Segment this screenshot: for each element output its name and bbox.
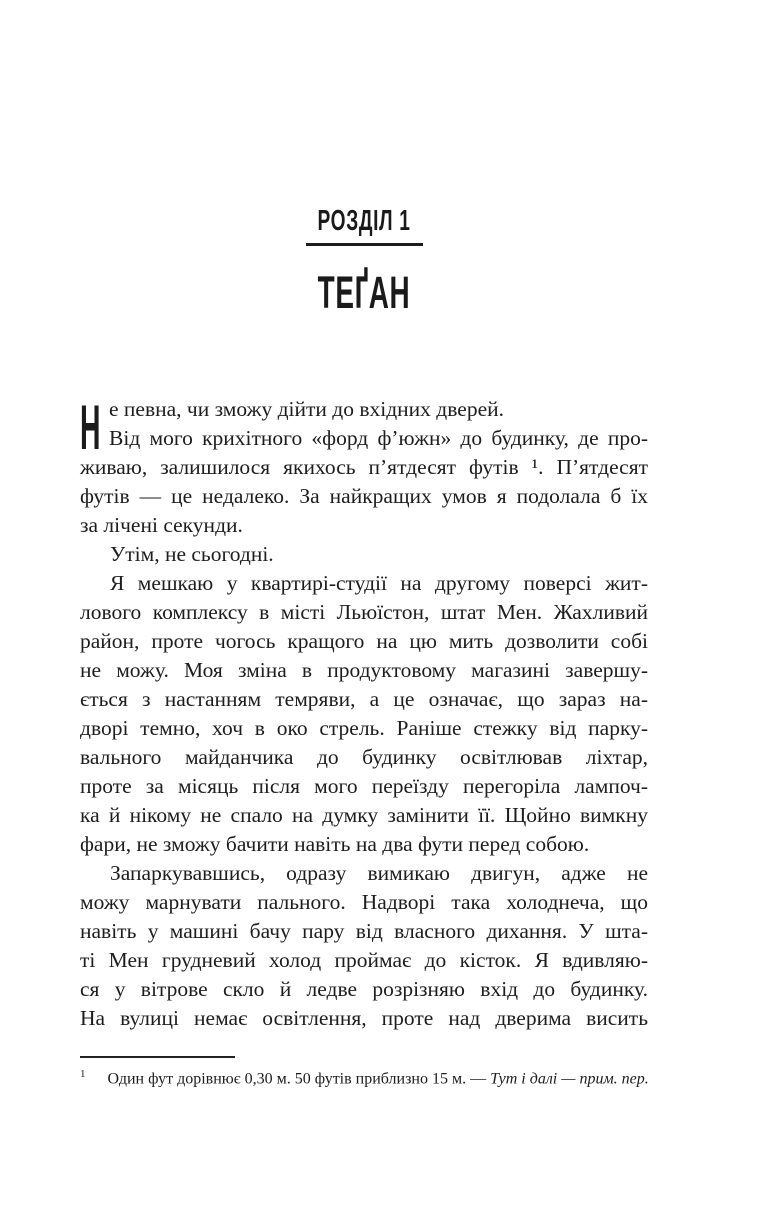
text-line: ється з настанням темряви, а це означає, що зараз на- [80,687,648,711]
text-line: Утім, не сьогодні. [110,542,274,566]
text-line: район, проте чогось кращого на цю мить дозволити собі [80,629,648,653]
text-line: за лічені секунди. [80,513,243,537]
chapter-title: ТЕҐАН [317,266,411,318]
footnote-italic-text: Тут і далі — прим. пер. [490,1070,649,1088]
paragraph [80,395,648,424]
paragraph [80,540,648,569]
text-line: живаю, залишилося якихось п’ятдесят футів ¹. П’ятдесят [80,455,648,479]
paragraph [80,859,648,1033]
text-line: Запаркувавшись, одразу вимикаю двигун, адже не [110,861,648,885]
text-line: ка й нікому не спало на думку замінити її. Щойно вимкну [80,803,648,827]
footnote-separator [80,1056,235,1058]
paragraph [80,569,648,859]
text-line: вального майданчика до будинку освітлював ліхтар, [80,745,648,769]
text-line: На вулиці немає освітлення, проте над дверима висить [80,1006,648,1030]
footnote-marker: 1 [80,1068,86,1080]
text-line: лового комплексу в місті Льюїстон, штат Мен. Жахливий [80,600,648,624]
text-line: футів — це недалеко. За найкращих умов я подолала б їх [80,484,648,508]
drop-cap [80,393,101,463]
chapter-heading [80,205,648,318]
chapter-rule-divider [306,243,423,246]
footnote-line [80,1064,648,1089]
body-text [80,395,648,1033]
text-line: Від мого крихітного «форд ф’южн» до будинку, де про- [109,426,648,450]
text-line: навіть у машині бачу пару від власного дихання. У шта- [80,919,648,943]
text-line: проте за місяць після мого переїзду перегоріла лампоч- [80,774,648,798]
footnote [80,1056,648,1089]
text-line: можу марнувати пального. Надворі така холоднеча, що [80,890,648,914]
text-line: Я мешкаю у квартирі-студії на другому поверсі жит- [110,571,648,595]
chapter-label: РОЗДІЛ 1 [317,205,411,237]
text-line: ся у вітрове скло й ледве розрізняю вхід до будинку. [80,977,648,1001]
text-line: е певна, чи зможу дійти до вхідних дверей. [109,397,504,421]
text-line: ті Мен грудневий холод проймає до кісток. Я вдивляю- [80,948,648,972]
drop-cap-letter: Н [80,393,101,463]
footnote-text: Один фут дорівнює 0,30 м. 50 футів приблизно 15 м. — [107,1070,491,1088]
text-line: не можу. Моя зміна в продуктовому магазині завершу- [80,658,648,682]
text-line: фари, не зможу бачити навіть на два фути перед собою. [80,832,590,856]
paragraph [80,424,648,540]
text-line: дворі темно, хоч в око стрель. Раніше стежку від парку- [80,716,648,740]
